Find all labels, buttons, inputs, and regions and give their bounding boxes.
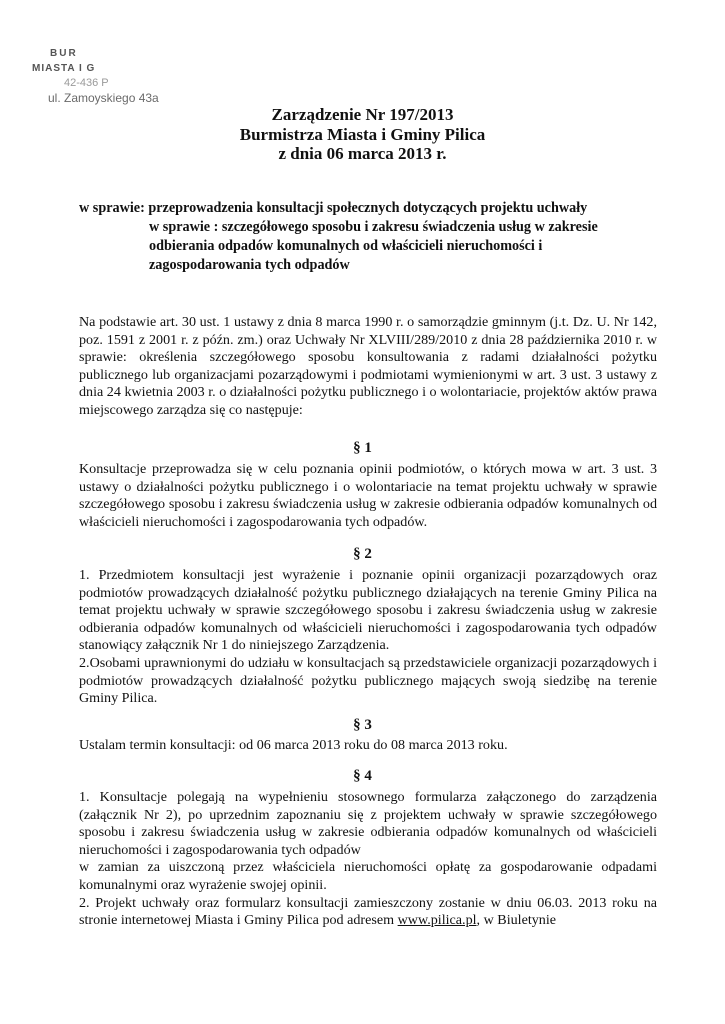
stamp-line-4: ul. Zamoyskiego 43a [48, 91, 159, 105]
section-4-para-2-tail: , w Biuletynie [476, 912, 557, 929]
section-4-body [79, 789, 657, 930]
title-line-1: Zarządzenie Nr 197/2013 [271, 105, 454, 124]
stamp-line-2: MIASTA I G [32, 63, 96, 74]
section-4-para-1: 1. Konsultacje polegają na wypełnieniu stosownego formularza załączonego do zarządzenia (załącznik Nr 2), po uprzednim zapoznaniu się z projektem uchwały w sprawie szczegółowego sposobu i zakresu świadczenia usług w zakresie odbierania odpadów komunalnych od właścicieli nieruchomości i zagospodarowania tych odpadów [79, 789, 657, 858]
section-1-heading: § 1 [353, 440, 372, 456]
section-3-heading: § 3 [353, 717, 372, 733]
section-1-body [79, 461, 657, 531]
title-line-2: Burmistrza Miasta i Gminy Pilica [239, 124, 486, 144]
website-link[interactable]: www.pilica.pl [397, 912, 477, 929]
section-4-para-2-text: 2. Projekt uchwały oraz formularz konsultacji zamieszczony zostanie w dniu 06.03. 2013 roku na stronie internetowej Miasta i Gminy Pilica pod adresem [79, 894, 657, 929]
preamble-text: Na podstawie art. 30 ust. 1 ustawy z dnia 8 marca 1990 r. o samorządzie gminnym (j.t. Dz. U. Nr 142, poz. 1591 z 2001 r. z późn. zm.) oraz Uchwały Nr XLVIII/289/2010 z dnia 28 października 2010 r. w sprawie: określenia szczegółowego sposobu konsultowania z radami działalności pożytku publicznego lub organizacjami pozarządowymi i podmiotami wymienionymi w art. 3 ust. 3 ustawy z dnia 24 kwietnia 2003 r. o działalności pożytku publicznego i o wolontariacie, projektów aktów prawa miejscowego zarządza się co następuje: [79, 314, 657, 418]
section-4-para-1b: w zamian za uiszczoną przez właściciela nieruchomości opłatę za gospodarowanie odpadami komunalnymi oraz wyrażenie swojej opinii. [79, 859, 657, 893]
stamp-line-3: 42-436 P [64, 77, 109, 89]
subject-line-4: zagospodarowania tych odpadów [149, 257, 350, 273]
subject-line-1: w sprawie: przeprowadzenia konsultacji społecznych dotyczących projektu uchwały [79, 200, 588, 216]
section-1-text: Konsultacje przeprowadza się w celu poznania opinii podmiotów, o których mowa w art. 3 ust. 3 ustawy o działalności pożytku publicznego i o wolontariacie na temat projektu uchwały w sprawie szczegółowego sposobu i zakresu świadczenia usług w zakresie odbierania odpadów komunalnych od właścicieli nieruchomości i zagospodarowania tych odpadów. [79, 461, 657, 530]
subject-line-2: w sprawie : szczegółowego sposobu i zakresu świadczenia usług w zakresie [149, 219, 598, 235]
section-3-body [79, 737, 657, 755]
section-2-para-2: 2.Osobami uprawnionymi do udziału w konsultacjach są przedstawiciele organizacji pozarządowych i podmiotów prowadzących działalność pożytku publicznego mających swoją siedzibę na terenie Gminy Pilica. [79, 654, 657, 707]
section-3-text: Ustalam termin konsultacji: od 06 marca 2013 roku do 08 marca 2013 roku. [79, 737, 508, 753]
stamp-line-1: BUR [50, 48, 78, 59]
section-2-body [79, 567, 657, 708]
section-2-para-1: 1. Przedmiotem konsultacji jest wyrażenie i poznanie opinii organizacji pozarządowych oraz podmiotów prowadzących działalność pożytku publicznego działających na terenie Gminy Pilica na temat projektu uchwały w sprawie szczegółowego sposobu i zakresu świadczenia usług w zakresie odbierania odpadów komunalnych od właścicieli nieruchomości i zagospodarowania tych odpadów stanowiący załącznik Nr 1 do niniejszego Zarządzenia. [79, 567, 657, 654]
title-line-3: z dnia 06 marca 2013 r. [278, 144, 447, 163]
preamble [79, 314, 657, 420]
document-title [0, 105, 725, 164]
section-4-para-2 [79, 895, 657, 930]
subject-line-3: odbierania odpadów komunalnych od właścicieli nieruchomości i [149, 238, 543, 254]
office-stamp [28, 46, 218, 106]
section-2-heading: § 2 [353, 546, 372, 562]
section-4-heading: § 4 [353, 768, 372, 784]
subject-block [79, 199, 679, 275]
